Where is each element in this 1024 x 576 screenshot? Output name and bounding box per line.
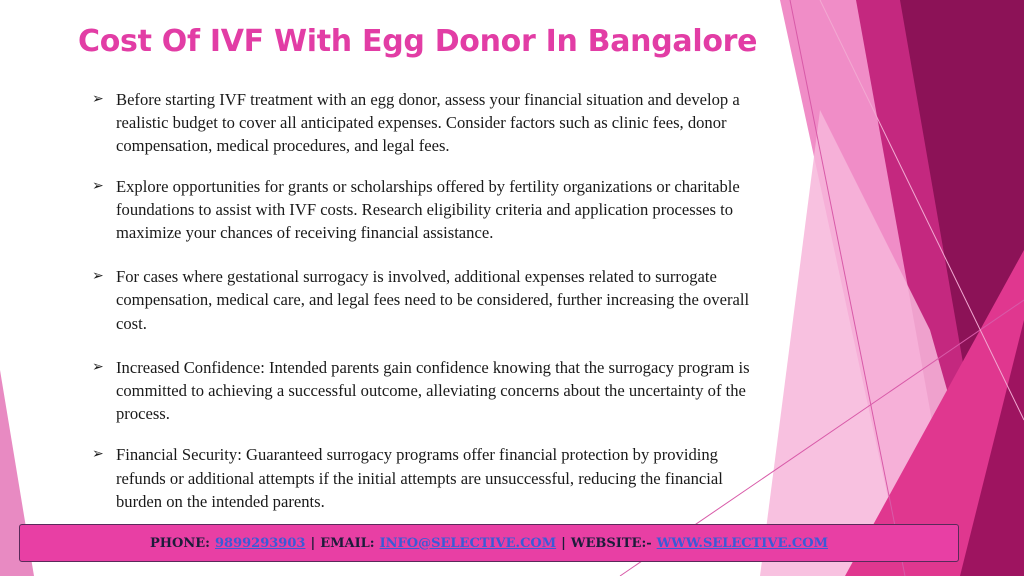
- list-item: [92, 175, 764, 245]
- bullet-text: Financial Security: Guaranteed surrogacy programs offer financial protection by providing refunds or additional attempts if the initial attempts are unsuccessful, reducing the financial burden on the intended parents.: [116, 445, 723, 511]
- footer-separator: |: [561, 535, 566, 551]
- phone-link[interactable]: 9899293903: [214, 535, 306, 551]
- bullet-text: Increased Confidence: Intended parents gain confidence knowing that the surrogacy program is committed to achieving a successful outcome, alleviating concerns about the uncertainty of the process.: [116, 357, 750, 424]
- arrow-bullet-icon: ➢: [92, 268, 104, 285]
- arrow-bullet-icon: ➢: [92, 91, 104, 107]
- bullet-text: Before starting IVF treatment with an egg donor, assess your financial situation and develop a realistic budget to cover all anticipated expenses. Consider factors such as clinic fees, donor compensation, medical procedures, and legal fees.: [116, 90, 740, 156]
- website-label: WEBSITE:-: [570, 535, 652, 551]
- phone-label: PHONE:: [150, 535, 210, 551]
- arrow-bullet-icon: ➢: [92, 446, 104, 463]
- page-title: Cost Of IVF With Egg Donor In Bangalore: [78, 24, 758, 59]
- list-item: [92, 265, 764, 335]
- bullet-list: [92, 88, 764, 513]
- contact-footer-bar: [19, 524, 959, 562]
- bullet-text: For cases where gestational surrogacy is involved, additional expenses related to surrogate compensation, medical care, and legal fees need to be considered, further increasing the overall cost.: [116, 267, 750, 333]
- list-item: [92, 356, 764, 426]
- email-link[interactable]: INFO@SELECTIVE.COM: [379, 535, 557, 551]
- list-item: [92, 443, 764, 513]
- footer-separator: |: [310, 535, 316, 551]
- list-item: [92, 88, 764, 158]
- bullet-text: Explore opportunities for grants or scholarships offered by fertility organizations or charitable foundations to assist with IVF costs. Research eligibility criteria and application processes to maximize your chances of receiving financial assistance.: [116, 176, 740, 243]
- email-label: EMAIL:: [320, 535, 375, 551]
- arrow-bullet-icon: ➢: [92, 358, 104, 375]
- arrow-bullet-icon: ➢: [92, 177, 104, 194]
- website-link[interactable]: WWW.SELECTIVE.COM: [656, 535, 828, 551]
